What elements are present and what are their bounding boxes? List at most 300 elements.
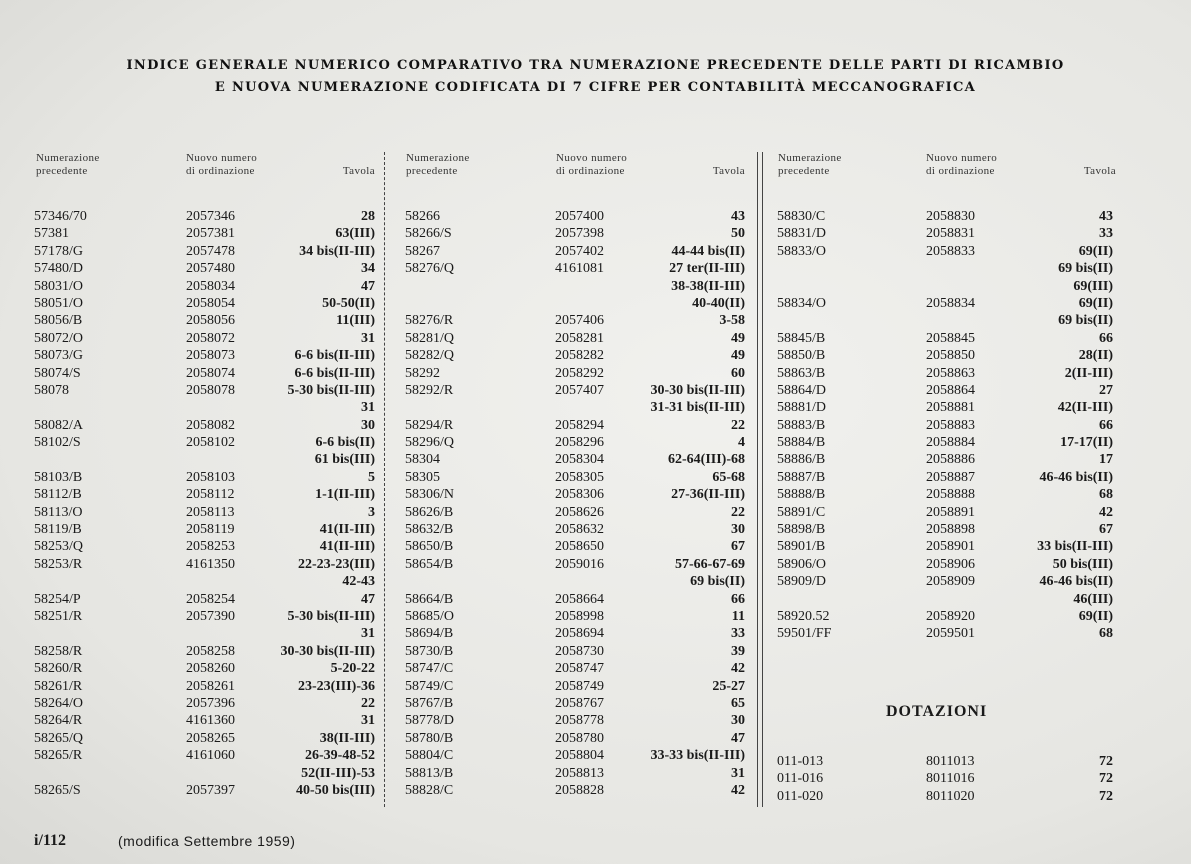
table-ref-cell: 33 [1099,226,1113,242]
previous-number-cell: 011-013 [777,754,824,769]
table-row [34,347,375,364]
previous-number-cell: 58113/O [34,504,83,520]
new-number-cell: 2058056 [186,313,235,329]
new-number-cell: 2058282 [555,348,604,364]
table-ref-cell: 5-30 bis(II-III) [287,382,375,398]
table-ref-cell: 5 [368,469,375,485]
table-ref-cell: 41(II-III) [319,522,375,538]
previous-number-cell: 58082/A [34,417,83,433]
header-table-c: Tavola [1083,165,1116,177]
table-row [34,260,375,277]
table-ref-cell: 38-38(II-III) [671,278,745,294]
new-number-cell: 2058888 [926,487,975,503]
header-previous-b: Numerazione precedente [406,152,470,177]
table-row [34,278,375,295]
new-number-cell: 2058112 [186,487,235,503]
new-number-cell: 2058073 [186,348,235,364]
new-number-cell: 2058920 [926,608,975,624]
table-ref-cell: 69(II) [1078,295,1113,311]
table-row [34,712,375,729]
new-number-cell: 2059016 [555,556,604,572]
previous-number-cell: 58632/B [405,522,454,538]
new-number-cell: 2058034 [186,278,235,294]
new-number-cell: 2058730 [555,643,604,659]
table-row [34,538,375,555]
previous-number-cell: 58281/Q [405,330,454,346]
new-number-cell: 2058828 [555,782,604,798]
new-number-cell: 2058113 [186,504,235,520]
table-row [34,730,375,747]
new-number-cell: 2058103 [186,469,235,485]
new-number-cell: 2058260 [186,661,235,677]
table-row [405,625,745,642]
table-row [405,330,745,347]
table-row [777,469,1113,486]
table-ref-cell: 31 [361,626,375,642]
previous-number-cell: 58074/S [34,365,81,381]
previous-number-cell: 58864/D [777,382,826,398]
table-ref-cell: 68 [1099,626,1113,642]
table-ref-cell: 34 [361,261,375,277]
header-table-b: Tavola [712,165,745,177]
header-previous-c: Numerazione precedente [778,152,842,177]
table-row [777,486,1113,503]
column-separator-double [757,152,763,807]
previous-number-cell: 011-020 [777,788,824,804]
new-number-cell: 2058901 [926,539,975,555]
table-row [405,660,745,677]
previous-number-cell: 58292 [405,365,440,381]
previous-number-cell: 59501/FF [777,626,832,642]
new-number-cell: 2058306 [555,487,604,503]
table-ref-cell: 60 [731,365,745,381]
table-ref-cell: 42 [1099,504,1113,520]
previous-number-cell: 58749/C [405,678,454,694]
table-row [405,608,745,625]
table-ref-cell: 63(III) [335,226,375,242]
previous-number-cell: 58031/O [34,278,83,294]
table-row [405,260,745,277]
table-ref-cell: 26-39-48-52 [305,748,375,764]
previous-number-cell: 58282/Q [405,348,454,364]
table-ref-cell: 50-50(II) [322,295,375,311]
table-ref-cell: 42 [731,782,745,798]
document-title-line-1: INDICE GENERALE NUMERICO COMPARATIVO TRA NUMERAZIONE PRECEDENTE DELLE PARTI DI RICAMBIO [126,58,1065,73]
table-row [777,365,1113,382]
new-number-cell: 2058886 [926,452,975,468]
new-number-cell: 2058626 [555,504,604,520]
table-ref-cell: 33-33 bis(II-III) [650,748,745,764]
table-row [405,295,745,312]
table-row [777,347,1113,364]
table-row [405,765,745,782]
new-number-cell: 2058054 [186,295,235,311]
table-ref-cell: 72 [1099,771,1113,787]
table-row [405,556,745,573]
previous-number-cell: 58650/B [405,539,454,555]
previous-number-cell: 011-016 [777,771,824,787]
table-ref-cell: 5-30 bis(II-III) [287,608,375,624]
dotazioni-table [777,753,1113,805]
table-row [34,625,375,642]
table-ref-cell: 1-1(II-III) [315,487,375,503]
table-ref-cell: 31 [361,330,375,346]
previous-number-cell: 58056/B [34,313,83,329]
table-row [405,434,745,451]
previous-number-cell: 58886/B [777,452,826,468]
table-row [34,486,375,503]
table-row [777,591,1113,608]
table-row [777,753,1113,770]
table-ref-cell: 34 bis(II-III) [299,243,375,259]
table-ref-cell: 22 [731,417,745,433]
table-row [777,330,1113,347]
new-number-cell: 2058694 [555,626,604,642]
table-ref-cell: 67 [731,539,745,555]
table-row [777,312,1113,329]
header-new-b: Nuovo numero di ordinazione [556,152,628,177]
new-number-cell: 2058253 [186,539,235,555]
table-row [405,747,745,764]
new-number-cell: 2058119 [186,522,235,538]
table-ref-cell: 65-68 [712,469,745,485]
table-ref-cell: 3 [368,504,375,520]
table-ref-cell: 66 [1099,417,1113,433]
table-ref-cell: 72 [1099,754,1113,769]
new-number-cell: 2058292 [555,365,604,381]
previous-number-cell: 58884/B [777,435,826,451]
table-ref-cell: 47 [361,591,375,607]
new-number-cell: 2058845 [926,330,975,346]
new-number-cell: 2058082 [186,417,235,433]
new-number-cell: 2058906 [926,556,975,572]
table-row [34,382,375,399]
table-ref-cell: 2(II-III) [1064,365,1113,381]
table-row [34,451,375,468]
table-row [34,243,375,260]
table-row [777,278,1113,295]
previous-number-cell: 58780/B [405,730,454,746]
new-number-cell: 2058998 [555,608,604,624]
new-number-cell: 2058747 [555,661,604,677]
previous-number-cell: 58102/S [34,435,81,451]
table-ref-cell: 33 bis(II-III) [1037,539,1113,555]
previous-number-cell: 58863/B [777,365,826,381]
table-row [34,417,375,434]
previous-number-cell: 58073/G [34,348,83,364]
table-row [405,243,745,260]
table-ref-cell: 31 [731,765,745,781]
previous-number-cell: 57381 [34,226,69,242]
table-ref-cell: 30-30 bis(II-III) [280,643,375,659]
table-ref-cell: 46(III) [1073,591,1113,607]
table-ref-cell: 33 [731,626,745,642]
table-ref-cell: 69(II) [1078,243,1113,259]
previous-number-cell: 58304 [405,452,440,468]
new-number-cell: 2057397 [186,782,235,798]
previous-number-cell: 58103/B [34,469,83,485]
previous-number-cell: 58294/R [405,417,454,433]
new-number-cell: 2059501 [926,626,975,642]
table-row [777,788,1113,805]
table-ref-cell: 39 [731,643,745,659]
table-ref-cell: 50 bis(III) [1052,556,1113,572]
table-row [777,770,1113,787]
table-ref-cell: 22-23-23(III) [298,556,375,572]
table-row [777,417,1113,434]
previous-number-cell: 58254/P [34,591,81,607]
table-row [405,521,745,538]
new-number-cell: 2058881 [926,400,975,416]
previous-number-cell: 58831/D [777,226,826,242]
previous-number-cell: 58267 [405,243,440,259]
table-ref-cell: 49 [731,330,745,346]
new-number-cell: 2058304 [555,452,604,468]
page-number: i/112 [34,832,67,849]
previous-number-cell: 58306/N [405,487,454,503]
table-ref-cell: 42-43 [342,574,375,590]
table-row [405,730,745,747]
table-row [405,225,745,242]
previous-number-cell: 57480/D [34,261,83,277]
table-row [777,538,1113,555]
new-number-cell: 2058883 [926,417,975,433]
table-ref-cell: 47 [731,730,745,746]
previous-number-cell: 58261/R [34,678,83,694]
table-ref-cell: 49 [731,348,745,364]
table-ref-cell: 40-40(II) [692,295,745,311]
table-ref-cell: 5-20-22 [330,661,375,677]
previous-number-cell: 58845/B [777,330,826,346]
previous-number-cell: 58265/R [34,748,83,764]
table-row [405,695,745,712]
new-number-cell: 2058830 [926,209,975,224]
table-row [405,538,745,555]
previous-number-cell: 58664/B [405,591,454,607]
new-number-cell: 2057402 [555,243,604,259]
table-ref-cell: 43 [731,209,745,224]
previous-number-cell: 58920.52 [777,608,830,624]
new-number-cell: 2058804 [555,748,604,764]
table-ref-cell: 66 [1099,330,1113,346]
new-number-cell: 2058261 [186,678,235,694]
new-number-cell: 2057407 [555,382,604,398]
table-ref-cell: 6-6 bis(II-III) [294,365,375,381]
table-ref-cell: 22 [731,504,745,520]
table-row [777,208,1113,225]
table-row [405,591,745,608]
table-ref-cell: 67 [1099,522,1113,538]
table-ref-cell: 61 bis(III) [314,452,375,468]
previous-number-cell: 58887/B [777,469,826,485]
header-previous-a: Numerazione precedente [36,152,100,177]
previous-number-cell: 58266/S [405,226,452,242]
new-number-cell: 2057480 [186,261,235,277]
previous-number-cell: 58112/B [34,487,82,503]
table-ref-cell: 30 [731,713,745,729]
new-number-cell: 2058258 [186,643,235,659]
previous-number-cell: 58898/B [777,522,826,538]
revision-note: (modifica Settembre 1959) [118,833,296,849]
table-ref-cell: 3-58 [719,313,745,329]
table-ref-cell: 43 [1099,209,1113,224]
previous-number-cell: 58909/D [777,574,826,590]
table-row [34,504,375,521]
previous-number-cell: 58251/R [34,608,83,624]
table-ref-cell: 69(III) [1073,278,1113,294]
table-ref-cell: 52(II-III)-53 [301,765,375,781]
new-number-cell: 2058780 [555,730,604,746]
previous-number-cell: 58292/R [405,382,454,398]
table-ref-cell: 69 bis(II) [690,574,745,590]
new-number-cell: 2057398 [555,226,604,242]
table-row [405,399,745,416]
table-row [34,678,375,695]
table-row [405,678,745,695]
table-row [34,312,375,329]
table-ref-cell: 65 [731,695,745,711]
previous-number-cell: 58828/C [405,782,454,798]
table-row [405,347,745,364]
new-number-cell: 8011020 [926,788,975,804]
table-ref-cell: 27 [1099,382,1113,398]
previous-number-cell: 58051/O [34,295,83,311]
table-row [34,556,375,573]
table-row [34,365,375,382]
table-row [405,782,745,799]
new-number-cell: 2058850 [926,348,975,364]
previous-number-cell: 58265/S [34,782,81,798]
table-row [34,573,375,590]
table-ref-cell: 27 ter(II-III) [669,261,745,277]
new-number-cell: 2058864 [926,382,975,398]
new-number-cell: 2058778 [555,713,604,729]
previous-number-cell: 58260/R [34,661,83,677]
table-ref-cell: 57-66-67-69 [675,556,745,572]
table-ref-cell: 6-6 bis(II-III) [294,348,375,364]
new-number-cell: 2058281 [555,330,604,346]
previous-number-cell: 58305 [405,469,440,485]
previous-number-cell: 58266 [405,209,440,224]
table-row [34,765,375,782]
table-ref-cell: 17-17(II) [1060,435,1113,451]
previous-number-cell: 58730/B [405,643,454,659]
previous-number-cell: 58078 [34,382,69,398]
table-row [405,486,745,503]
new-number-cell: 4161060 [186,748,235,764]
table-ref-cell: 17 [1099,452,1113,468]
table-row [777,608,1113,625]
previous-number-cell: 58296/Q [405,435,454,451]
table-ref-cell: 11(III) [336,313,375,329]
column-separator [384,152,386,807]
new-number-cell: 4161081 [555,261,604,277]
table-ref-cell: 28 [361,209,375,224]
new-number-cell: 8011016 [926,771,975,787]
new-number-cell: 2057478 [186,243,235,259]
table-row [405,643,745,660]
table-row [34,608,375,625]
table-row [34,695,375,712]
new-number-cell: 2058887 [926,469,975,485]
table-row [34,660,375,677]
table-row [405,365,745,382]
table-row [777,556,1113,573]
new-number-cell: 2058305 [555,469,604,485]
previous-number-cell: 58265/Q [34,730,83,746]
table-ref-cell: 69 bis(II) [1058,313,1113,329]
table-ref-cell: 46-46 bis(II) [1039,574,1113,590]
new-number-cell: 4161350 [186,556,235,572]
table-row [777,504,1113,521]
previous-number-cell: 58264/R [34,713,83,729]
new-number-cell: 2058891 [926,504,975,520]
previous-number-cell: 58253/R [34,556,83,572]
previous-number-cell: 58901/B [777,539,826,555]
table-ref-cell: 31 [361,400,375,416]
previous-number-cell: 58685/O [405,608,454,624]
table-row [405,469,745,486]
new-number-cell: 2058749 [555,678,604,694]
previous-number-cell: 58850/B [777,348,826,364]
table-ref-cell: 40-50 bis(III) [296,782,375,798]
index-column-1 [34,208,375,799]
new-number-cell: 2057396 [186,695,235,711]
previous-number-cell: 58119/B [34,522,82,538]
previous-number-cell: 58264/O [34,695,83,711]
new-number-cell: 2058072 [186,330,235,346]
new-number-cell: 4161360 [186,713,235,729]
table-ref-cell: 50 [731,226,745,242]
new-number-cell: 2058294 [555,417,604,433]
table-ref-cell: 31-31 bis(II-III) [650,400,745,416]
table-ref-cell: 38(II-III) [319,730,375,746]
previous-number-cell: 58883/B [777,417,826,433]
new-number-cell: 2058664 [555,591,604,607]
index-column-3 [777,208,1113,643]
new-number-cell: 2058265 [186,730,235,746]
table-row [405,208,745,225]
table-row [34,469,375,486]
table-row [405,417,745,434]
table-row [777,260,1113,277]
table-ref-cell: 6-6 bis(II) [315,435,375,451]
table-row [34,434,375,451]
new-number-cell: 2058909 [926,574,975,590]
previous-number-cell: 58747/C [405,661,454,677]
table-ref-cell: 23-23(III)-36 [298,678,375,694]
header-new-a: Nuovo numero di ordinazione [186,152,258,177]
table-row [405,712,745,729]
table-ref-cell: 47 [361,278,375,294]
header-new-c: Nuovo numero di ordinazione [926,152,998,177]
previous-number-cell: 58253/Q [34,539,83,555]
previous-number-cell: 58276/R [405,313,454,329]
table-row [34,782,375,799]
new-number-cell: 2058767 [555,695,604,711]
table-row [34,330,375,347]
previous-number-cell: 58778/D [405,713,454,729]
table-ref-cell: 46-46 bis(II) [1039,469,1113,485]
new-number-cell: 2058102 [186,435,235,451]
new-number-cell: 2057346 [186,209,235,224]
previous-number-cell: 58834/O [777,295,826,311]
table-row [405,278,745,295]
previous-number-cell: 58276/Q [405,261,454,277]
dotazioni-heading: DOTAZIONI [886,703,988,720]
previous-number-cell: 58804/C [405,748,454,764]
table-ref-cell: 28(II) [1078,348,1113,364]
